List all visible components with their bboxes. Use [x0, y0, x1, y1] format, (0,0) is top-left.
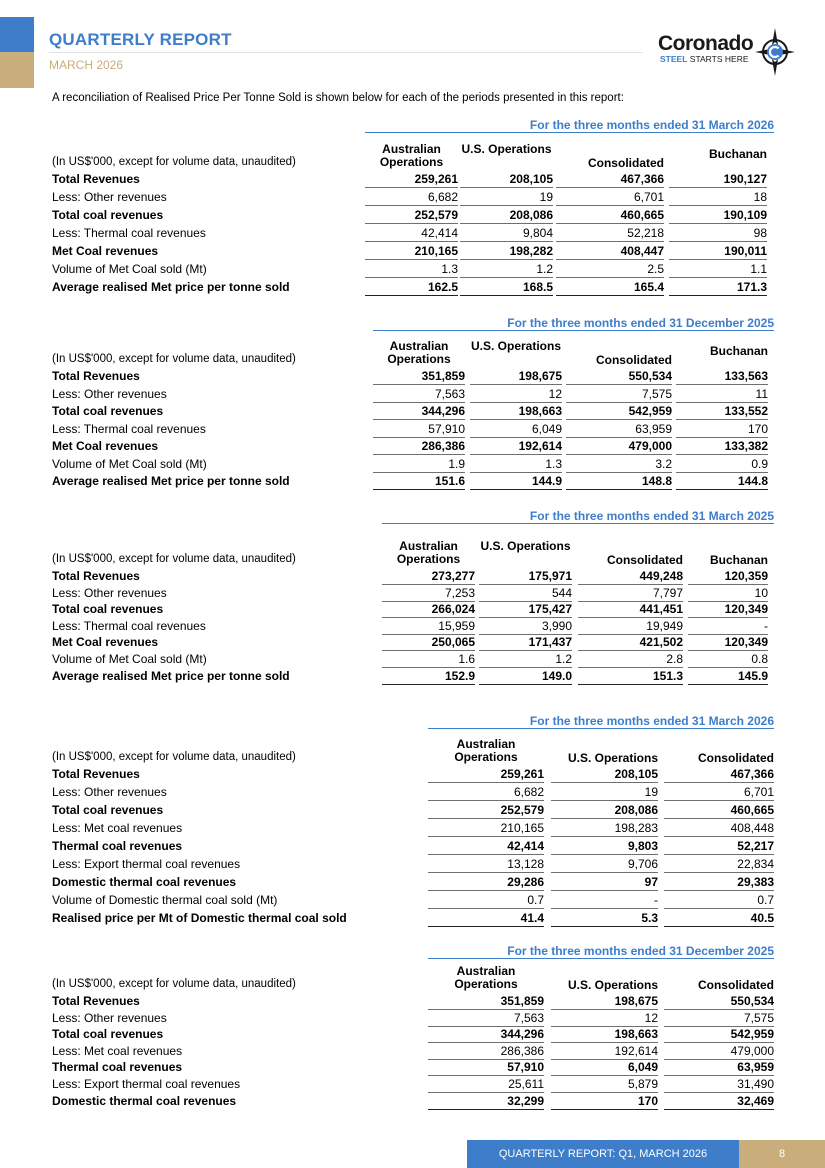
- value-cell: 57,910: [373, 422, 465, 438]
- value-cell: 145.9: [688, 669, 768, 685]
- units-label: (In US$'000, except for volume data, unaudited): [52, 156, 296, 168]
- column-header: Australian Operations: [379, 142, 444, 169]
- value-cell: 210,165: [428, 821, 544, 837]
- row-label: Average realised Met price per tonne sold: [52, 280, 290, 294]
- report-title: QUARTERLY REPORT: [49, 30, 232, 49]
- value-cell: 460,665: [556, 208, 664, 224]
- column-header: U.S. Operations: [461, 142, 552, 156]
- value-cell: 22,834: [664, 857, 774, 873]
- row-label: Met Coal revenues: [52, 439, 159, 453]
- row-label: Total Revenues: [52, 994, 140, 1008]
- met-table-3: [52, 509, 774, 735]
- row-label: Thermal coal revenues: [52, 839, 183, 853]
- value-cell: 550,534: [566, 369, 672, 385]
- value-cell: 3.2: [566, 457, 672, 473]
- footer-report-label: QUARTERLY REPORT: Q1, MARCH 2026: [467, 1140, 739, 1168]
- row-label: Total coal revenues: [52, 602, 164, 617]
- table-row: [52, 994, 774, 1010]
- table-row: [52, 893, 774, 909]
- value-cell: 151.6: [373, 474, 465, 490]
- table-row: [52, 911, 774, 927]
- value-cell: 1.9: [373, 457, 465, 473]
- table-row: [52, 1094, 774, 1110]
- value-cell: 168.5: [460, 280, 553, 296]
- column-header: U.S. Operations: [567, 978, 658, 992]
- value-cell: 0.7: [664, 893, 774, 909]
- value-cell: 6,049: [551, 1060, 658, 1076]
- units-label: (In US$'000, except for volume data, unaudited): [52, 978, 296, 990]
- value-cell: 25,611: [428, 1077, 544, 1093]
- table-row: [52, 369, 774, 385]
- value-cell: 1.1: [669, 262, 767, 278]
- value-cell: 198,675: [551, 994, 658, 1010]
- table-row: [52, 875, 774, 891]
- table-row: [52, 244, 774, 260]
- units-label: (In US$'000, except for volume data, unaudited): [52, 353, 296, 365]
- value-cell: 148.8: [566, 474, 672, 490]
- value-cell: 460,665: [664, 803, 774, 819]
- value-cell: 250,065: [382, 635, 475, 651]
- value-cell: 351,859: [373, 369, 465, 385]
- value-cell: 29,383: [664, 875, 774, 891]
- row-label: Less: Other revenues: [52, 386, 167, 401]
- value-cell: 171.3: [669, 280, 767, 296]
- value-cell: 29,286: [428, 875, 544, 891]
- header-divider: [49, 52, 643, 53]
- table-row: [52, 1011, 774, 1027]
- value-cell: 266,024: [382, 602, 475, 618]
- table-row: [52, 767, 774, 783]
- value-cell: 19: [460, 190, 553, 206]
- value-cell: 544: [479, 586, 572, 602]
- table-row: [52, 635, 774, 651]
- row-label: Total Revenues: [52, 172, 140, 186]
- value-cell: 208,105: [551, 767, 658, 783]
- value-cell: 192,614: [470, 439, 562, 455]
- value-cell: 208,086: [551, 803, 658, 819]
- value-cell: 190,109: [669, 208, 767, 224]
- value-cell: 144.9: [470, 474, 562, 490]
- value-cell: 1.3: [470, 457, 562, 473]
- row-label: Volume of Met Coal sold (Mt): [52, 652, 207, 666]
- row-label: Total Revenues: [52, 369, 140, 383]
- row-label: Less: Thermal coal revenues: [52, 421, 206, 436]
- report-date: MARCH 2026: [49, 58, 124, 72]
- value-cell: 175,427: [479, 602, 572, 618]
- value-cell: 175,971: [479, 569, 572, 585]
- compass-logo-icon: [755, 28, 795, 76]
- value-cell: 144.8: [676, 474, 768, 490]
- row-label: Less: Met coal revenues: [52, 1043, 183, 1058]
- value-cell: 542,959: [566, 404, 672, 420]
- value-cell: 98: [669, 226, 767, 242]
- value-cell: 0.9: [676, 457, 768, 473]
- table-row: [52, 785, 774, 801]
- value-cell: 408,448: [664, 821, 774, 837]
- value-cell: 542,959: [664, 1027, 774, 1043]
- column-header: Consolidated: [697, 751, 774, 765]
- value-cell: 7,575: [566, 387, 672, 403]
- value-cell: 479,000: [566, 439, 672, 455]
- logo-tag-strong: STEEL: [660, 54, 688, 64]
- table-row: [52, 586, 774, 602]
- value-cell: 421,502: [578, 635, 683, 651]
- value-cell: 6,682: [365, 190, 458, 206]
- value-cell: 63,959: [664, 1060, 774, 1076]
- value-cell: 19,949: [578, 619, 683, 635]
- row-label: Less: Thermal coal revenues: [52, 618, 206, 633]
- value-cell: 133,552: [676, 404, 768, 420]
- row-label: Less: Export thermal coal revenues: [52, 1077, 241, 1091]
- value-cell: 198,282: [460, 244, 553, 260]
- column-header: Consolidated: [595, 353, 672, 367]
- table-row: [52, 474, 774, 490]
- value-cell: 57,910: [428, 1060, 544, 1076]
- row-label: Less: Other revenues: [52, 585, 167, 600]
- value-cell: 120,349: [688, 635, 768, 651]
- value-cell: 151.3: [578, 669, 683, 685]
- value-cell: 259,261: [365, 172, 458, 188]
- value-cell: 190,011: [669, 244, 767, 260]
- value-cell: 344,296: [373, 404, 465, 420]
- value-cell: 52,218: [556, 226, 664, 242]
- value-cell: 120,359: [688, 569, 768, 585]
- value-cell: 13,128: [428, 857, 544, 873]
- footer-page-number: 8: [739, 1140, 825, 1168]
- value-cell: 11: [676, 387, 768, 403]
- value-cell: 6,701: [664, 785, 774, 801]
- value-cell: 344,296: [428, 1027, 544, 1043]
- table-row: [52, 669, 774, 685]
- column-header: Buchanan: [708, 147, 767, 161]
- value-cell: 1.2: [479, 652, 572, 668]
- value-cell: 40.5: [664, 911, 774, 927]
- value-cell: 10: [688, 586, 768, 602]
- value-cell: 9,804: [460, 226, 553, 242]
- value-cell: 170: [676, 422, 768, 438]
- table-row: [52, 1060, 774, 1076]
- row-label: Volume of Met Coal sold (Mt): [52, 262, 207, 276]
- value-cell: 467,366: [664, 767, 774, 783]
- column-header: Australian Operations: [454, 964, 518, 991]
- value-cell: 120,349: [688, 602, 768, 618]
- value-cell: 32,299: [428, 1094, 544, 1110]
- column-header: Buchanan: [709, 553, 768, 567]
- value-cell: 15,959: [382, 619, 475, 635]
- value-cell: 208,086: [460, 208, 553, 224]
- logo-tagline: [660, 54, 749, 64]
- value-cell: 133,382: [676, 439, 768, 455]
- value-cell: 1.6: [382, 652, 475, 668]
- value-cell: 7,563: [373, 387, 465, 403]
- value-cell: 7,253: [382, 586, 475, 602]
- table-row: [52, 208, 774, 224]
- logo-name: Coronado: [658, 32, 754, 55]
- thermal-table-2: [52, 944, 774, 1160]
- coronado-logo: [658, 28, 798, 78]
- value-cell: 286,386: [428, 1044, 544, 1060]
- value-cell: 12: [551, 1011, 658, 1027]
- table-row: [52, 857, 774, 873]
- row-label: Domestic thermal coal revenues: [52, 1093, 237, 1108]
- value-cell: 198,283: [551, 821, 658, 837]
- value-cell: 42,414: [428, 839, 544, 855]
- row-label: Average realised Met price per tonne sold: [52, 474, 290, 488]
- table-row: [52, 404, 774, 420]
- value-cell: 5,879: [551, 1077, 658, 1093]
- row-label: Less: Thermal coal revenues: [52, 226, 206, 240]
- value-cell: 198,675: [470, 369, 562, 385]
- value-cell: 1.2: [460, 262, 553, 278]
- value-cell: 2.8: [578, 652, 683, 668]
- value-cell: 408,447: [556, 244, 664, 260]
- value-cell: 52,217: [664, 839, 774, 855]
- value-cell: 42,414: [365, 226, 458, 242]
- value-cell: 152.9: [382, 669, 475, 685]
- table-row: [52, 602, 774, 618]
- period-heading: For the three months ended 31 December 2025: [373, 316, 774, 331]
- header-accent-gold: [0, 52, 34, 88]
- value-cell: 190,127: [669, 172, 767, 188]
- row-label: Total coal revenues: [52, 803, 164, 817]
- header-accent-blue: [0, 17, 34, 52]
- value-cell: 171,437: [479, 635, 572, 651]
- table-row: [52, 569, 774, 585]
- value-cell: 192,614: [551, 1044, 658, 1060]
- table-row: [52, 439, 774, 455]
- row-label: Met Coal revenues: [52, 635, 159, 650]
- value-cell: 6,701: [556, 190, 664, 206]
- value-cell: 479,000: [664, 1044, 774, 1060]
- table-row: [52, 821, 774, 837]
- column-header: U.S. Operations: [480, 539, 571, 553]
- row-label: Total Revenues: [52, 767, 140, 781]
- row-label: Less: Other revenues: [52, 190, 167, 204]
- table-row: [52, 1027, 774, 1043]
- intro-text: A reconciliation of Realised Price Per Tonne Sold is shown below for each of the periods presented in this report:: [52, 92, 624, 104]
- value-cell: 3,990: [479, 619, 572, 635]
- value-cell: 7,563: [428, 1011, 544, 1027]
- table-row: [52, 280, 774, 296]
- column-header: Consolidated: [606, 553, 683, 567]
- table-row: [52, 387, 774, 403]
- table-row: [52, 839, 774, 855]
- value-cell: 441,451: [578, 602, 683, 618]
- value-cell: 6,049: [470, 422, 562, 438]
- value-cell: 170: [551, 1094, 658, 1110]
- row-label: Total coal revenues: [52, 1027, 164, 1042]
- value-cell: 252,579: [428, 803, 544, 819]
- value-cell: 6,682: [428, 785, 544, 801]
- value-cell: 550,534: [664, 994, 774, 1010]
- row-label: Thermal coal revenues: [52, 1060, 183, 1075]
- units-label: (In US$'000, except for volume data, unaudited): [52, 751, 296, 763]
- row-label: Total coal revenues: [52, 208, 164, 222]
- row-label: Less: Export thermal coal revenues: [52, 857, 241, 871]
- value-cell: 9,803: [551, 839, 658, 855]
- value-cell: 31,490: [664, 1077, 774, 1093]
- table-row: [52, 262, 774, 278]
- table-row: [52, 226, 774, 242]
- value-cell: 449,248: [578, 569, 683, 585]
- value-cell: 41.4: [428, 911, 544, 927]
- row-label: Less: Met coal revenues: [52, 821, 183, 835]
- column-header: Consolidated: [697, 978, 774, 992]
- table-row: [52, 1044, 774, 1060]
- column-header: Buchanan: [709, 344, 768, 358]
- row-label: Less: Other revenues: [52, 1010, 167, 1025]
- logo-tag-rest: STARTS HERE: [689, 54, 749, 64]
- period-heading: For the three months ended 31 December 2025: [428, 944, 774, 959]
- value-cell: 12: [470, 387, 562, 403]
- value-cell: 97: [551, 875, 658, 891]
- value-cell: 1.3: [365, 262, 458, 278]
- row-label: Less: Other revenues: [52, 785, 167, 799]
- table-row: [52, 1077, 774, 1093]
- value-cell: 63,959: [566, 422, 672, 438]
- value-cell: 198,663: [551, 1027, 658, 1043]
- value-cell: 208,105: [460, 172, 553, 188]
- value-cell: 273,277: [382, 569, 475, 585]
- column-header: Australian Operations: [396, 539, 461, 566]
- units-label: (In US$'000, except for volume data, unaudited): [52, 553, 296, 565]
- value-cell: 2.5: [556, 262, 664, 278]
- row-label: Volume of Domestic thermal coal sold (Mt): [52, 893, 278, 907]
- value-cell: 149.0: [479, 669, 572, 685]
- table-row: [52, 190, 774, 206]
- value-cell: 7,575: [664, 1011, 774, 1027]
- value-cell: 165.4: [556, 280, 664, 296]
- row-label: Total coal revenues: [52, 404, 164, 418]
- value-cell: 198,663: [470, 404, 562, 420]
- row-label: Average realised Met price per tonne sold: [52, 668, 290, 683]
- value-cell: 467,366: [556, 172, 664, 188]
- column-header: Australian Operations: [387, 339, 451, 366]
- value-cell: 252,579: [365, 208, 458, 224]
- table-row: [52, 803, 774, 819]
- value-cell: 162.5: [365, 280, 458, 296]
- value-cell: 18: [669, 190, 767, 206]
- column-header: Australian Operations: [454, 737, 518, 764]
- row-label: Domestic thermal coal revenues: [52, 875, 237, 889]
- column-header: U.S. Operations: [567, 751, 658, 765]
- row-label: Met Coal revenues: [52, 244, 159, 258]
- value-cell: 286,386: [373, 439, 465, 455]
- table-row: [52, 619, 774, 635]
- value-cell: 351,859: [428, 994, 544, 1010]
- row-label: Total Revenues: [52, 569, 140, 583]
- value-cell: 133,563: [676, 369, 768, 385]
- value-cell: 210,165: [365, 244, 458, 260]
- period-heading: For the three months ended 31 March 2025: [382, 509, 774, 524]
- value-cell: 0.8: [688, 652, 768, 668]
- row-label: Volume of Met Coal sold (Mt): [52, 456, 207, 471]
- value-cell: 9,706: [551, 857, 658, 873]
- column-header: U.S. Operations: [470, 339, 562, 353]
- value-cell: -: [688, 619, 768, 635]
- value-cell: 32,469: [664, 1094, 774, 1110]
- table-row: [52, 457, 774, 473]
- value-cell: 259,261: [428, 767, 544, 783]
- value-cell: 5.3: [551, 911, 658, 927]
- table-row: [52, 422, 774, 438]
- value-cell: -: [551, 893, 658, 909]
- value-cell: 0.7: [428, 893, 544, 909]
- table-row: [52, 652, 774, 668]
- value-cell: 7,797: [578, 586, 683, 602]
- column-header: Consolidated: [587, 156, 664, 170]
- row-label: Realised price per Mt of Domestic thermal coal sold: [52, 911, 347, 925]
- period-heading: For the three months ended 31 March 2026: [428, 714, 774, 729]
- table-row: [52, 172, 774, 188]
- thermal-table-1: [52, 714, 774, 947]
- value-cell: 19: [551, 785, 658, 801]
- period-heading: For the three months ended 31 March 2026: [365, 118, 774, 133]
